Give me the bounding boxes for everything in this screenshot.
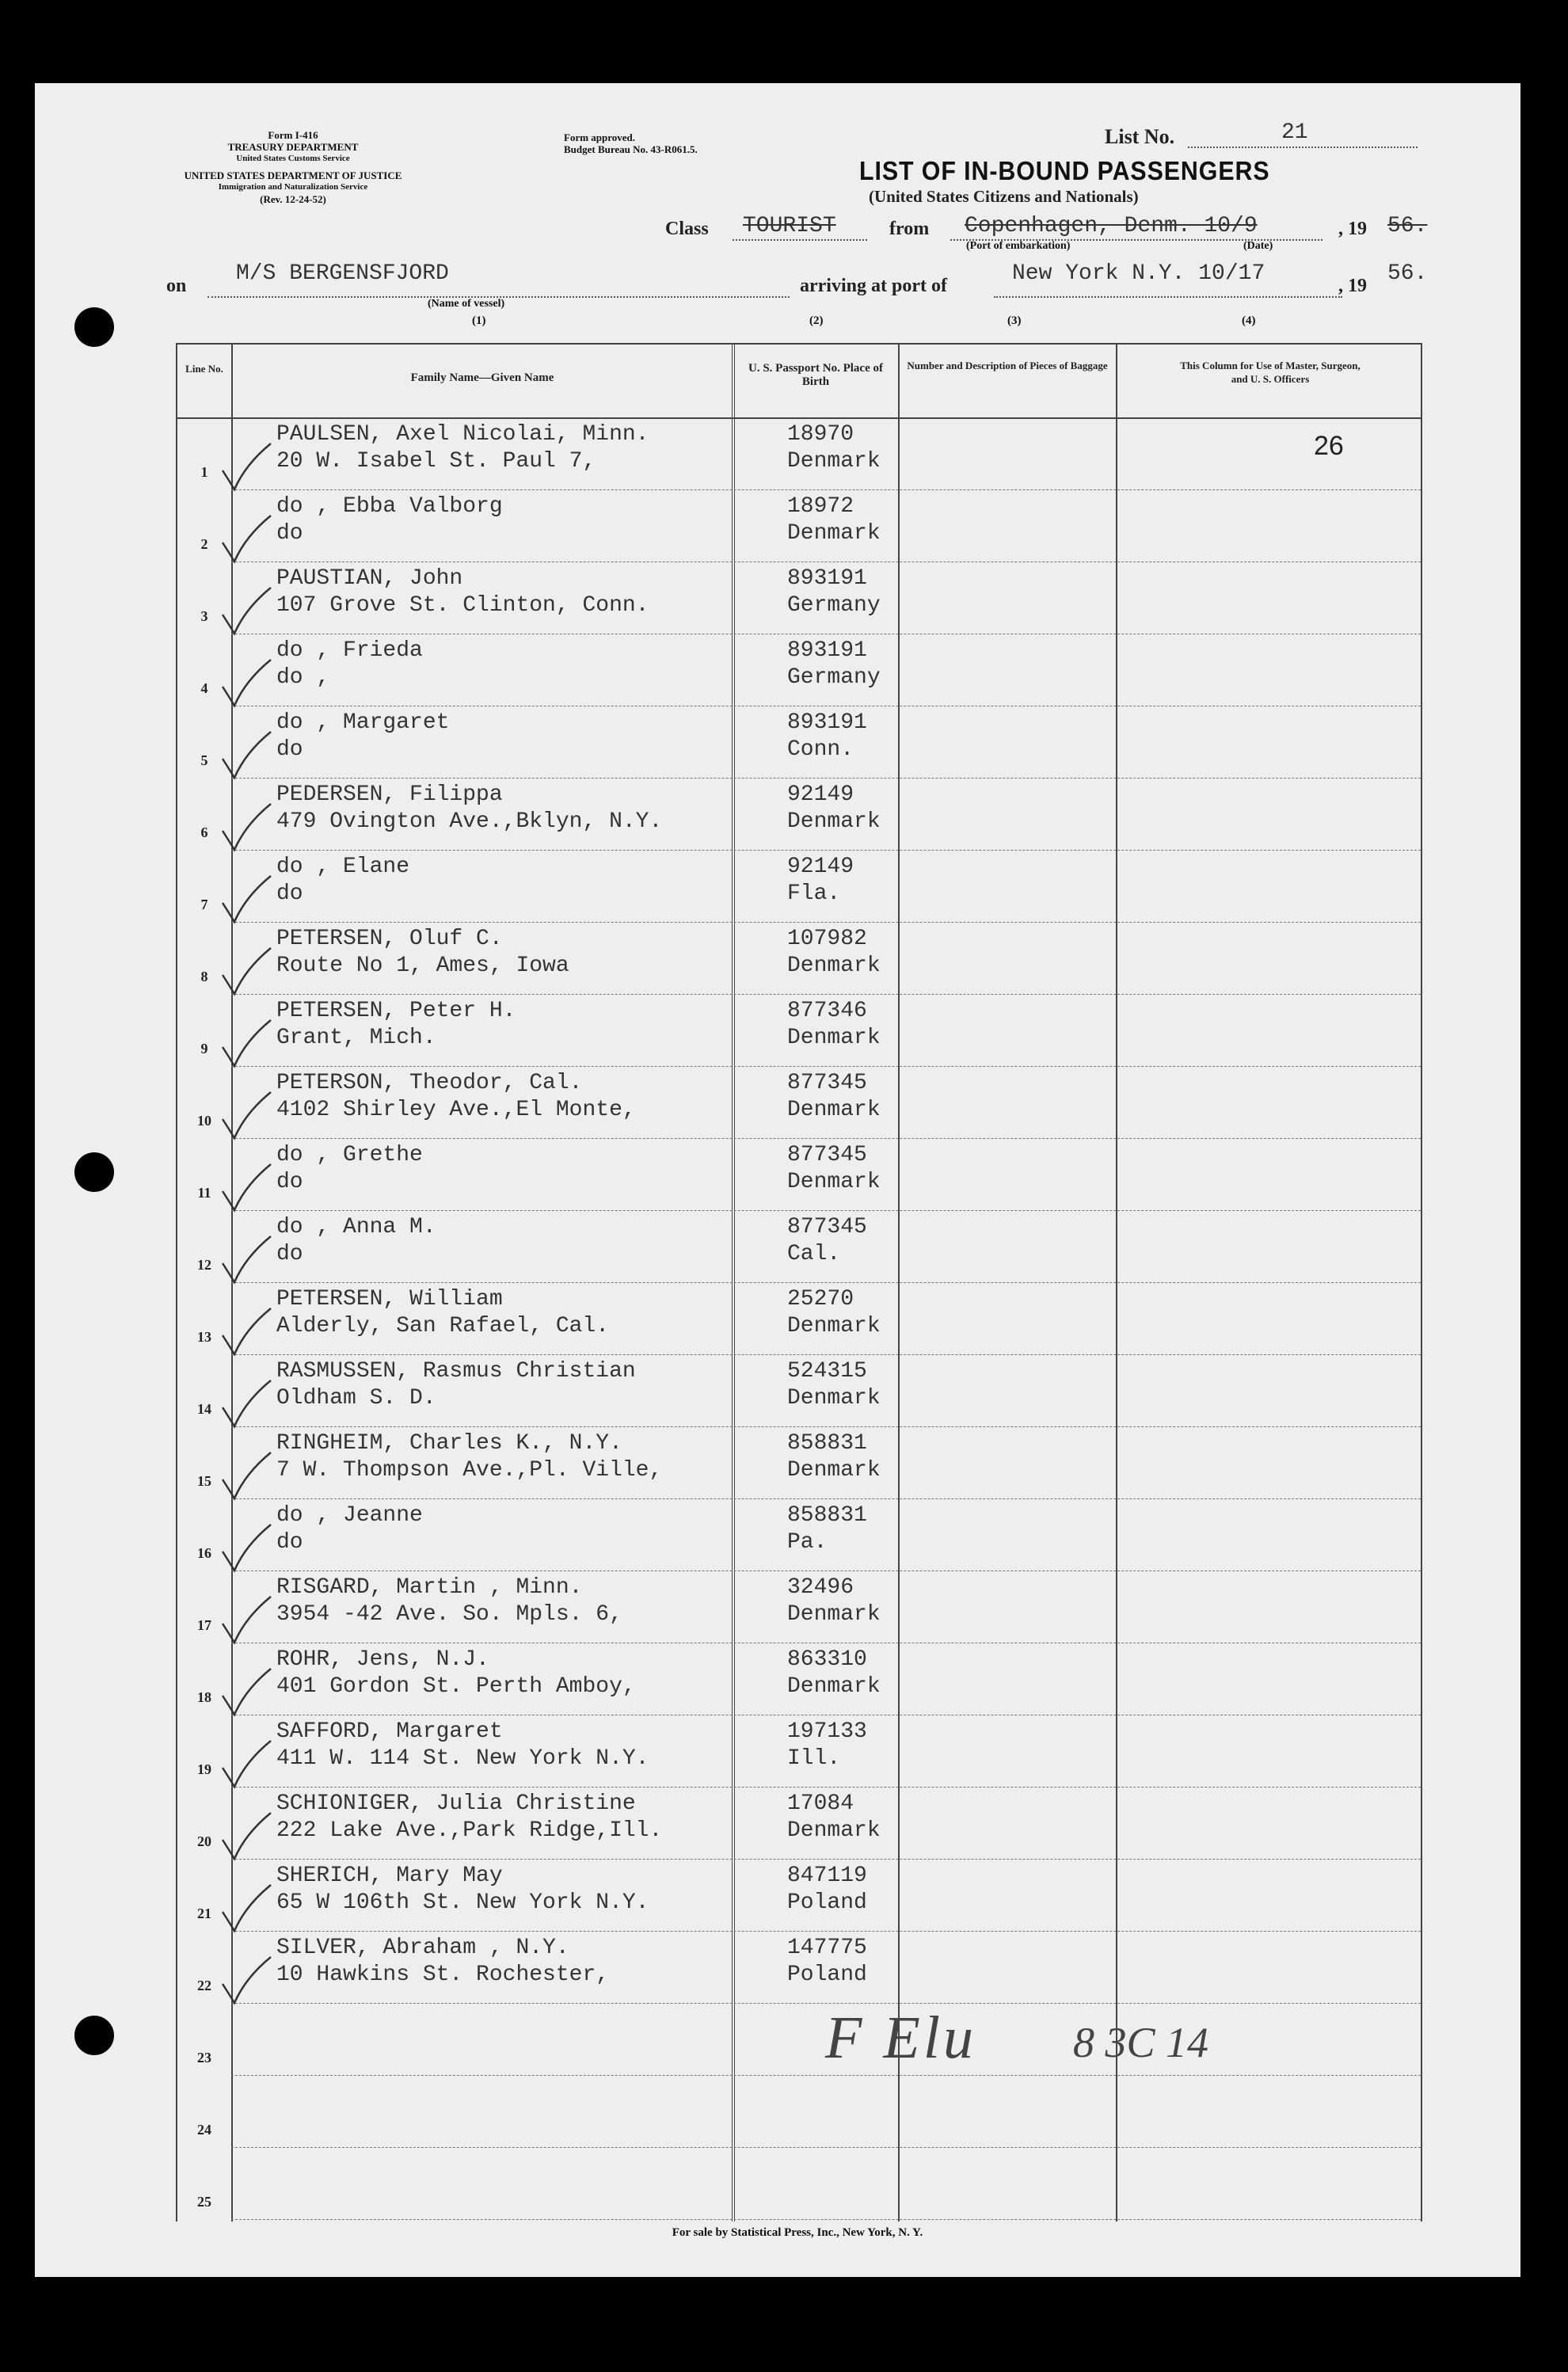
- passenger-name: PETERSON, Theodor, Cal.: [276, 1071, 583, 1095]
- header-baggage: Number and Description of Pieces of Baggage: [907, 360, 1108, 371]
- place-of-birth: Fla.: [787, 881, 841, 906]
- passport-number: 858831: [787, 1431, 867, 1456]
- check-mark-icon: [219, 1305, 274, 1361]
- place-of-birth: Denmark: [787, 1818, 881, 1843]
- header-officers: This Column for Use of Master, Surgeon, and U. S. Officers: [1180, 360, 1361, 385]
- passport-number: 893191: [787, 566, 867, 591]
- place-of-birth: Germany: [787, 593, 881, 618]
- table-row: [177, 1859, 1421, 1931]
- passenger-address: 107 Grove St. Clinton, Conn.: [276, 593, 649, 618]
- row-number: 14: [197, 1401, 211, 1417]
- table-row: [177, 1354, 1421, 1426]
- table-row: [177, 2003, 1421, 2075]
- passenger-name: do , Margaret: [276, 710, 450, 735]
- row-number: 18: [197, 1689, 211, 1705]
- check-mark-icon: [219, 1882, 274, 1937]
- passenger-name: RINGHEIM, Charles K., N.Y.: [276, 1431, 622, 1456]
- check-mark-icon: [219, 1161, 274, 1216]
- passport-number: 32496: [787, 1575, 854, 1600]
- passenger-address: 65 W 106th St. New York N.Y.: [276, 1890, 649, 1915]
- passenger-address: Grant, Mich.: [276, 1026, 436, 1050]
- row-number: 22: [197, 1978, 211, 1993]
- port-embarkation-caption: (Port of embarkation): [966, 240, 1071, 252]
- from-year-prefix: , 19: [1338, 219, 1367, 239]
- passenger-name: SILVER, Abraham , N.Y.: [276, 1936, 569, 1960]
- row-number: 19: [197, 1761, 211, 1777]
- place-of-birth: Denmark: [787, 954, 881, 978]
- check-mark-icon: [219, 945, 274, 1000]
- place-of-birth: Denmark: [787, 449, 881, 474]
- table-row: [177, 417, 1421, 489]
- place-of-birth: Denmark: [787, 1026, 881, 1050]
- check-mark-icon: [219, 1017, 274, 1072]
- col-num-3: (3): [1007, 314, 1022, 327]
- passenger-name: ROHR, Jens, N.J.: [276, 1647, 489, 1672]
- passenger-name: SAFFORD, Margaret: [276, 1719, 503, 1744]
- dept-customs: United States Customs Service: [236, 154, 350, 163]
- binder-hole-top: [74, 307, 114, 347]
- vessel-name: M/S BERGENSFJORD: [236, 261, 449, 286]
- row-number: 7: [200, 897, 208, 912]
- footer-publisher: For sale by Statistical Press, Inc., New York, N. Y.: [672, 2226, 923, 2239]
- passenger-address: 411 W. 114 St. New York N.Y.: [276, 1746, 649, 1771]
- from-label: from: [889, 219, 930, 239]
- place-of-birth: Denmark: [787, 521, 881, 546]
- passenger-address: do: [276, 1242, 303, 1266]
- check-mark-icon: [219, 512, 274, 568]
- passport-number: 893191: [787, 710, 867, 735]
- passport-number: 18972: [787, 494, 854, 519]
- col-num-4: (4): [1242, 314, 1256, 327]
- on-label: on: [166, 276, 187, 296]
- table-row: [177, 562, 1421, 634]
- table-row: [177, 1931, 1421, 2003]
- place-of-birth: Denmark: [787, 1458, 881, 1483]
- table-row: [177, 1138, 1421, 1210]
- passenger-name: RASMUSSEN, Rasmus Christian: [276, 1359, 636, 1384]
- class-label: Class: [665, 219, 709, 239]
- col-num-2: (2): [809, 314, 824, 327]
- form-number: Form I-416: [268, 129, 318, 141]
- passport-number: 92149: [787, 782, 854, 807]
- passport-number: 877345: [787, 1071, 867, 1095]
- place-of-birth: Germany: [787, 665, 881, 690]
- table-row: [177, 1787, 1421, 1859]
- table-row: [177, 922, 1421, 994]
- row-number: 13: [197, 1329, 211, 1345]
- passenger-name: PETERSEN, Peter H.: [276, 999, 516, 1023]
- check-mark-icon: [219, 1666, 274, 1721]
- handwritten-signature: F Elu: [825, 2005, 976, 2071]
- list-no-value: 21: [1281, 120, 1308, 145]
- check-mark-icon: [219, 1738, 274, 1793]
- passenger-table: [176, 343, 1422, 2222]
- header-passport: U. S. Passport No. Place of Birth: [748, 362, 883, 388]
- row-number: 21: [197, 1906, 211, 1921]
- binder-hole-bottom: [74, 2016, 114, 2055]
- place-of-birth: Ill.: [787, 1746, 841, 1771]
- passenger-name: do , Elane: [276, 855, 410, 879]
- place-of-birth: Pa.: [787, 1530, 828, 1555]
- passport-number: 25270: [787, 1287, 854, 1312]
- arriving-label: arriving at port of: [800, 276, 947, 296]
- table-row: [177, 1643, 1421, 1715]
- row-number: 3: [200, 608, 208, 624]
- date-caption: (Date): [1243, 240, 1273, 252]
- passport-number: 877345: [787, 1215, 867, 1239]
- check-mark-icon: [219, 1521, 274, 1577]
- check-mark-icon: [219, 657, 274, 712]
- passport-number: 858831: [787, 1503, 867, 1528]
- place-of-birth: Denmark: [787, 1170, 881, 1194]
- dept-immigration: Immigration and Naturalization Service: [218, 182, 368, 192]
- page-subtitle: (United States Citizens and Nationals): [869, 187, 1139, 206]
- passenger-name: PAULSEN, Axel Nicolai, Minn.: [276, 422, 649, 447]
- passenger-name: PEDERSEN, Filippa: [276, 782, 503, 807]
- table-row: [177, 850, 1421, 922]
- passport-number: 92149: [787, 855, 854, 879]
- passenger-name: SHERICH, Mary May: [276, 1864, 503, 1888]
- passenger-address: 479 Ovington Ave.,Bklyn, N.Y.: [276, 809, 663, 834]
- row-number: 17: [197, 1617, 211, 1633]
- passenger-name: do , Frieda: [276, 638, 423, 663]
- passenger-address: Alderly, San Rafael, Cal.: [276, 1314, 610, 1338]
- passenger-address: 10 Hawkins St. Rochester,: [276, 1963, 610, 1987]
- row-number: 15: [197, 1473, 211, 1489]
- passenger-name: RISGARD, Martin , Minn.: [276, 1575, 583, 1600]
- row-number: 2: [200, 536, 208, 552]
- table-row: [177, 1498, 1421, 1571]
- table-row: [177, 1571, 1421, 1643]
- row-number: 9: [200, 1041, 208, 1057]
- passenger-address: 20 W. Isabel St. Paul 7,: [276, 449, 596, 474]
- row-number: 20: [197, 1833, 211, 1849]
- row-number: 25: [197, 2194, 211, 2210]
- place-of-birth: Poland: [787, 1890, 867, 1915]
- passport-number: 877346: [787, 999, 867, 1023]
- place-of-birth: Denmark: [787, 1602, 881, 1627]
- table-row: [177, 1715, 1421, 1787]
- passport-number: 524315: [787, 1359, 867, 1384]
- row-number: 8: [200, 969, 208, 984]
- place-of-birth: Denmark: [787, 1674, 881, 1699]
- place-of-birth: Denmark: [787, 1098, 881, 1122]
- row-number: 10: [197, 1113, 211, 1129]
- row-number: 1: [200, 464, 208, 480]
- col-num-1: (1): [472, 314, 486, 327]
- row-number: 11: [197, 1185, 211, 1201]
- passenger-address: 7 W. Thompson Ave.,Pl. Ville,: [276, 1458, 663, 1483]
- passenger-name: do , Grethe: [276, 1143, 423, 1167]
- arrival-year: 56.: [1387, 261, 1428, 286]
- check-mark-icon: [219, 1377, 274, 1433]
- check-mark-icon: [219, 729, 274, 784]
- passenger-name: PETERSEN, Oluf C.: [276, 927, 503, 951]
- passenger-name: PAUSTIAN, John: [276, 566, 463, 591]
- budget-bureau: Budget Bureau No. 43-R061.5.: [564, 143, 698, 155]
- passport-number: 893191: [787, 638, 867, 663]
- row-number: 16: [197, 1545, 211, 1561]
- row-number: 5: [200, 752, 208, 768]
- passenger-address: 3954 -42 Ave. So. Mpls. 6,: [276, 1602, 622, 1627]
- passenger-address: Oldham S. D.: [276, 1386, 436, 1411]
- table-row: [177, 2075, 1421, 2147]
- passenger-name: do , Anna M.: [276, 1215, 436, 1239]
- class-value: TOURIST: [743, 214, 836, 238]
- handwritten-note: 8 3C 14: [1073, 2019, 1209, 2066]
- check-mark-icon: [219, 1593, 274, 1649]
- page-title: LIST OF IN-BOUND PASSENGERS: [859, 156, 1270, 185]
- table-row: [177, 706, 1421, 778]
- table-row: [177, 1066, 1421, 1138]
- passenger-name: SCHIONIGER, Julia Christine: [276, 1791, 636, 1816]
- passport-number: 877345: [787, 1143, 867, 1167]
- passenger-address: do: [276, 737, 303, 762]
- passenger-address: Route No 1, Ames, Iowa: [276, 954, 569, 978]
- passenger-address: do: [276, 1530, 303, 1555]
- place-of-birth: Denmark: [787, 1386, 881, 1411]
- table-row: [177, 1210, 1421, 1282]
- passport-number: 847119: [787, 1864, 867, 1888]
- check-mark-icon: [219, 1233, 274, 1289]
- place-of-birth: Denmark: [787, 809, 881, 834]
- row-number: 6: [200, 824, 208, 840]
- check-mark-icon: [219, 1089, 274, 1144]
- passport-number: 197133: [787, 1719, 867, 1744]
- binder-hole-middle: [74, 1152, 114, 1192]
- table-row: [177, 1426, 1421, 1498]
- form-revision: (Rev. 12-24-52): [260, 193, 326, 205]
- place-of-birth: Denmark: [787, 1314, 881, 1338]
- arrival-year-prefix: , 19: [1338, 276, 1367, 296]
- passenger-name: PETERSEN, William: [276, 1287, 503, 1312]
- table-row: [177, 634, 1421, 706]
- check-mark-icon: [219, 440, 274, 496]
- passport-number: 863310: [787, 1647, 867, 1672]
- header-name: Family Name—Given Name: [410, 371, 554, 384]
- table-row: [177, 2147, 1421, 2219]
- passenger-name: do , Ebba Valborg: [276, 494, 503, 519]
- from-year: 56.: [1387, 214, 1428, 238]
- check-mark-icon: [219, 584, 274, 640]
- officer-annotation: 26: [1314, 431, 1344, 461]
- row-number: 23: [197, 2050, 211, 2066]
- passenger-address: 4102 Shirley Ave.,El Monte,: [276, 1098, 636, 1122]
- vessel-caption: (Name of vessel): [428, 298, 505, 310]
- passenger-address: do ,: [276, 665, 330, 690]
- check-mark-icon: [219, 1954, 274, 2009]
- table-row: [177, 1282, 1421, 1354]
- passenger-address: do: [276, 521, 303, 546]
- passport-number: 18970: [787, 422, 854, 447]
- form-approved: Form approved.: [564, 131, 636, 143]
- passenger-address: 222 Lake Ave.,Park Ridge,Ill.: [276, 1818, 663, 1843]
- table-row: [177, 994, 1421, 1066]
- dept-treasury: TREASURY DEPARTMENT: [227, 141, 359, 153]
- passenger-name: do , Jeanne: [276, 1503, 423, 1528]
- check-mark-icon: [219, 1810, 274, 1865]
- place-of-birth: Conn.: [787, 737, 854, 762]
- table-row: [177, 489, 1421, 562]
- passport-number: 17084: [787, 1791, 854, 1816]
- row-number: 12: [197, 1257, 211, 1273]
- check-mark-icon: [219, 801, 274, 856]
- row-number: 4: [200, 680, 208, 696]
- list-no-label: List No.: [1105, 125, 1175, 148]
- header-line-no: Line No.: [185, 363, 223, 375]
- place-of-birth: Poland: [787, 1963, 867, 1987]
- check-mark-icon: [219, 1449, 274, 1505]
- place-of-birth: Cal.: [787, 1242, 841, 1266]
- table-row: [177, 778, 1421, 850]
- check-mark-icon: [219, 873, 274, 928]
- passport-number: 107982: [787, 927, 867, 951]
- passenger-address: do: [276, 881, 303, 906]
- from-value: Copenhagen, Denm. 10/9: [965, 214, 1258, 238]
- passport-number: 147775: [787, 1936, 867, 1960]
- dept-justice: UNITED STATES DEPARTMENT OF JUSTICE: [184, 169, 402, 181]
- arrival-port: New York N.Y. 10/17: [1012, 261, 1265, 286]
- passenger-address: do: [276, 1170, 303, 1194]
- row-number: 24: [197, 2122, 211, 2138]
- passenger-address: 401 Gordon St. Perth Amboy,: [276, 1674, 636, 1699]
